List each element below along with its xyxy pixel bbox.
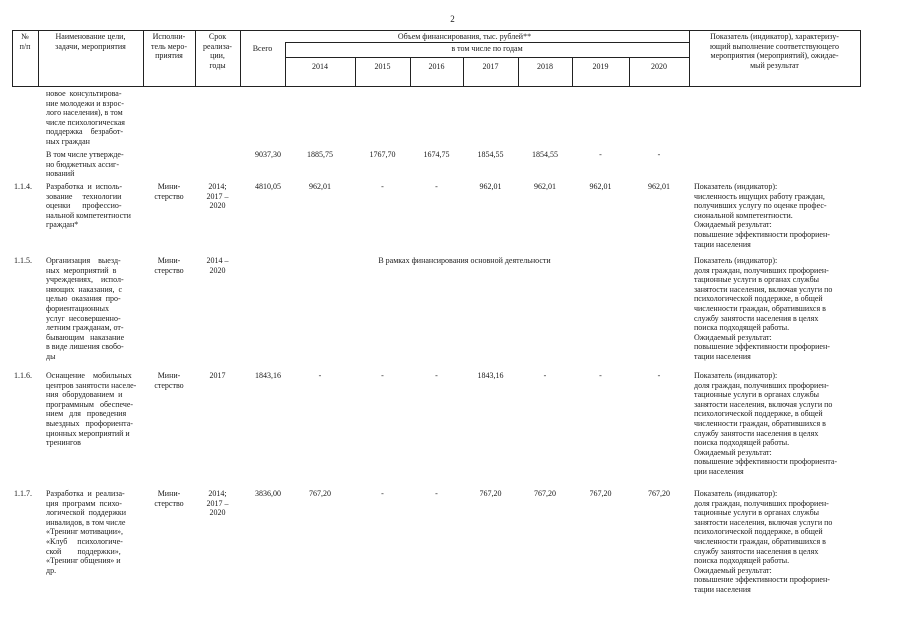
row-114-2014: 962,01	[309, 182, 331, 191]
row-117-name: Разработка и реализа- ция программ психо- логической поддержки инвалидов, в том числе «Тренинг мотивации», «Клуб психологиче- ской поддержки», «Тренинг общения» и др.	[46, 489, 127, 575]
row-cont-2015: 1767,70	[369, 150, 396, 159]
header-term: Срок реализа- ции, годы	[203, 32, 232, 70]
header-year: 2017	[482, 62, 499, 71]
row-116-2015: -	[381, 371, 384, 380]
row-117-num: 1.1.7.	[14, 489, 32, 498]
row-116-name: Оснащение мобильных центров занятости населе- ния оборудованием и программным обеспече- нием для проведения выездных профориента- ционных мероприятий и тренингов	[46, 371, 137, 448]
rule	[860, 30, 861, 86]
row-cont-2020: -	[657, 150, 661, 159]
row-115-indicator: Показатель (индикатор): доля граждан, получивших профориен- тационные услуги в органах службы занятости населения, включая услуги по психологической поддержке, в общей численности граждан, обратившихся в службу занятости населения в целях поиска подходящей работы. Ожидаемый результат: повышение эффективности профориен- тации населения	[694, 256, 833, 361]
row-114-term: 2014; 2017 – 2020	[206, 182, 229, 211]
row-117-executor: Мини- стерство	[154, 489, 184, 508]
row-116-executor: Мини- стерство	[154, 371, 184, 390]
header-num: № п/п	[19, 32, 31, 51]
rule	[285, 42, 689, 43]
row-cont-subname: В том числе утвержде- но бюджетных ассиг- нований	[46, 150, 124, 179]
header-year: 2019	[592, 62, 609, 71]
row-114-2016: -	[435, 182, 438, 191]
row-117-2019: 767,20	[589, 489, 612, 498]
row-cont-name: новое консультирова- ние молодежи и взрос- лого населения), в том числе психологическая поддержка безработ- ных граждан	[46, 89, 125, 146]
row-117-2015: -	[381, 489, 384, 498]
row-116-2018: -	[543, 371, 547, 380]
row-cont-total: 9037,30	[255, 150, 281, 159]
header-by-years: в том числе по годам	[451, 44, 523, 53]
row-116-2017: 1843,16	[477, 371, 504, 380]
rule	[12, 30, 861, 31]
row-116-num: 1.1.6.	[14, 371, 32, 380]
row-115-name: Организация выезд- ных мероприятий в учреждениях, испол- няющих наказания, с целью оказания про- фориентационных услуг несовершенно- летним гражданам, от- бывающим наказание в виде лишения свобо- ды	[46, 256, 125, 361]
row-114-num: 1.1.4.	[14, 182, 32, 191]
row-cont-2018: 1854,55	[532, 150, 558, 159]
row-cont-2019: -	[599, 150, 602, 159]
row-116-2019: -	[599, 371, 602, 380]
row-117-term: 2014; 2017 – 2020	[206, 489, 229, 518]
row-114-2018: 962,01	[534, 182, 556, 191]
row-114-indicator: Показатель (индикатор): численность ищущих работу граждан, получивших услугу по оценке профес- сиональной компетентности. Ожидаемый результат: повышение эффективности профориен- тации населения	[694, 182, 830, 249]
row-117-total: 3836,00	[255, 489, 281, 498]
header-year: 2018	[537, 62, 553, 71]
row-116-indicator: Показатель (индикатор): доля граждан, получивших профориен- тационные услуги в органах службы занятости населения, включая услуги по психологической поддержке, в общей численности граждан, обратившихся в службу занятости населения в целях поиска подходящей работы. Ожидаемый результат: повышение эффективности профориента- ции населения	[694, 371, 838, 476]
row-cont-2014: 1885,75	[307, 150, 333, 159]
row-114-2020: 962,01	[648, 182, 670, 191]
row-117-indicator: Показатель (индикатор): доля граждан, получивших профориен- тационные услуги в органах службы занятости населения, включая услуги по психологической поддержке, в общей численности граждан, обратившихся в службу занятости населения в целях поиска подходящей работы. Ожидаемый результат: повышение эффективности профориен- тации населения	[694, 489, 833, 594]
rule	[12, 86, 861, 87]
row-cont-2017: 1854,55	[477, 150, 504, 159]
header-year: 2014	[312, 62, 328, 71]
header-year: 2016	[428, 62, 445, 71]
header-total: Всего	[252, 44, 273, 53]
row-117-2020: 767,20	[648, 489, 670, 498]
row-117-2018: 767,20	[534, 489, 556, 498]
row-114-2019: 962,01	[589, 182, 612, 191]
header-year: 2020	[651, 62, 667, 71]
row-117-2016: -	[435, 489, 438, 498]
row-114-name: Разработка и исполь- зование технологии оценки профессио- нальной компетентности граждан*	[46, 182, 131, 230]
row-116-term: 2017	[209, 371, 226, 380]
header-name: Наименование цели, задачи, мероприятия	[55, 32, 126, 51]
header-indicator: Показатель (индикатор), характеризу- ющий выполнение соответствующего мероприятия (мероприятий), ожидае- мый результат	[709, 32, 840, 70]
row-117-2014: 767,20	[309, 489, 331, 498]
row-114-2017: 962,01	[479, 182, 502, 191]
row-114-executor: Мини- стерство	[154, 182, 184, 201]
row-116-2020: -	[657, 371, 661, 380]
row-114-2015: -	[381, 182, 384, 191]
row-116-2016: -	[435, 371, 438, 380]
row-115-num: 1.1.5.	[14, 256, 32, 265]
row-114-total: 4810,05	[255, 182, 281, 191]
row-cont-2016: 1674,75	[423, 150, 450, 159]
row-117-2017: 767,20	[479, 489, 502, 498]
row-115-executor: Мини- стерство	[154, 256, 184, 275]
row-115-term: 2014 – 2020	[206, 256, 229, 275]
row-116-2014: -	[318, 371, 322, 380]
row-116-total: 1843,16	[255, 371, 281, 380]
header-volume: Объем финансирования, тыс. рублей**	[397, 32, 532, 41]
page-number: 2	[450, 14, 455, 24]
header-executor: Исполни- тель меро- приятия	[151, 32, 187, 61]
header-year: 2015	[374, 62, 391, 71]
row-115-merged-note: В рамках финансирования основной деятельности	[378, 256, 551, 265]
